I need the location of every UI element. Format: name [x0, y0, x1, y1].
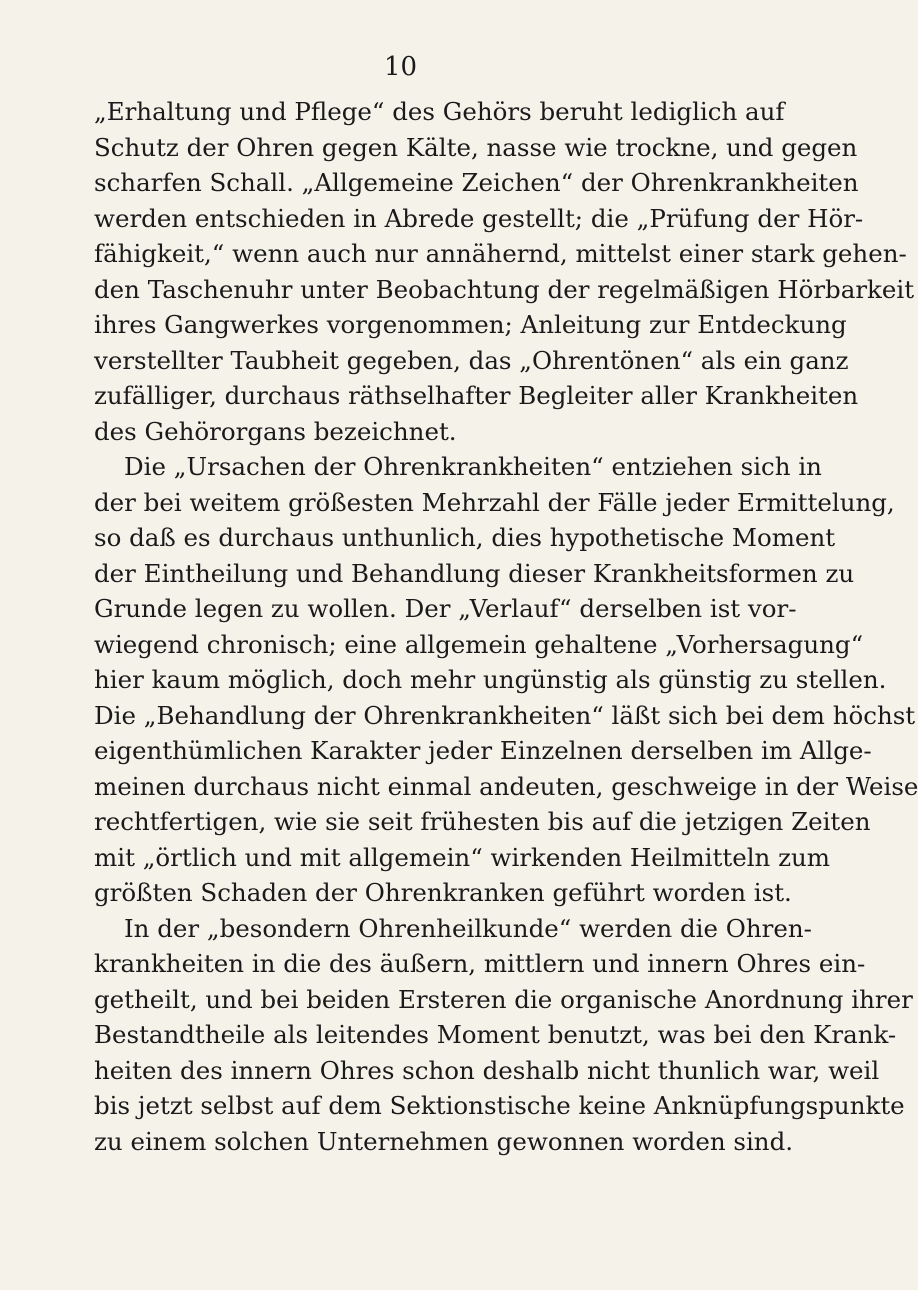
text-line: werden entschieden in Abrede gestellt; die „Prüfung der Hör-: [94, 203, 864, 233]
page-number: 10: [383, 52, 418, 82]
text-line: mit „örtlich und mit allgemein“ wirkenden Heilmitteln zum: [94, 842, 831, 872]
text-line: Die „Ursachen der Ohrenkrankheiten“ entziehen sich in: [124, 452, 822, 481]
text-line: den Taschenuhr unter Beobachtung der regelmäßigen Hörbarkeit: [94, 274, 915, 304]
text-line: zufälliger, durchaus räthselhafter Begleiter aller Krankheiten: [94, 381, 859, 410]
text-line: fähigkeit,“ wenn auch nur annähernd, mittelst einer stark gehen-: [94, 239, 907, 268]
paragraph: [94, 449, 918, 911]
text-line: eigenthümlichen Karakter jeder Einzelnen derselben im Allge-: [94, 736, 872, 765]
text-line: scharfen Schall. „Allgemeine Zeichen“ der Ohrenkrankheiten: [94, 168, 859, 197]
text-line: Grunde legen zu wollen. Der „Verlauf“ derselben ist vor-: [94, 594, 797, 623]
text-line: des Gehörorgans bezeichnet.: [94, 416, 457, 446]
paragraph: [94, 911, 913, 1160]
text-line: In der „besondern Ohrenheilkunde“ werden die Ohren-: [124, 913, 812, 943]
text-line: Bestandtheile als leitendes Moment benutzt, was bei den Krank-: [94, 1020, 897, 1049]
body-text: [94, 94, 918, 1159]
text-line: Die „Behandlung der Ohrenkrankheiten“ läßt sich bei dem höchst: [94, 700, 916, 730]
text-line: bis jetzt selbst auf dem Sektionstische keine Anknüpfungspunkte: [94, 1091, 905, 1120]
text-line: so daß es durchaus unthunlich, dies hypothetische Moment: [94, 523, 836, 552]
text-line: verstellter Taubheit gegeben, das „Ohrentönen“ als ein ganz: [94, 345, 849, 375]
text-line: getheilt, und bei beiden Ersteren die organische Anordnung ihrer: [94, 984, 913, 1014]
text-line: krankheiten in die des äußern, mittlern und innern Ohres ein-: [94, 949, 866, 978]
text-line: Schutz der Ohren gegen Kälte, nasse wie trockne, und gegen: [94, 132, 858, 162]
text-line: wiegend chronisch; eine allgemein gehaltene „Vorhersagung“: [94, 629, 864, 659]
text-line: „Erhaltung und Pflege“ des Gehörs beruht lediglich auf: [94, 97, 785, 126]
paragraph: [94, 94, 915, 449]
text-line: der bei weitem größesten Mehrzahl der Fälle jeder Ermittelung,: [94, 487, 895, 517]
text-line: der Eintheilung und Behandlung dieser Krankheitsformen zu: [94, 558, 855, 588]
text-line: ihres Gangwerkes vorgenommen; Anleitung zur Entdeckung: [94, 310, 847, 339]
text-line: meinen durchaus nicht einmal andeuten, geschweige in der Weise: [94, 771, 918, 801]
text-line: zu einem solchen Unternehmen gewonnen worden sind.: [94, 1126, 794, 1156]
text-line: heiten des innern Ohres schon deshalb nicht thunlich war, weil: [94, 1055, 880, 1085]
text-line: rechtfertigen, wie sie seit frühesten bis auf die jetzigen Zeiten: [94, 807, 871, 836]
text-line: hier kaum möglich, doch mehr ungünstig als günstig zu stellen.: [94, 665, 887, 694]
text-line: größten Schaden der Ohrenkranken geführt worden ist.: [94, 878, 792, 907]
